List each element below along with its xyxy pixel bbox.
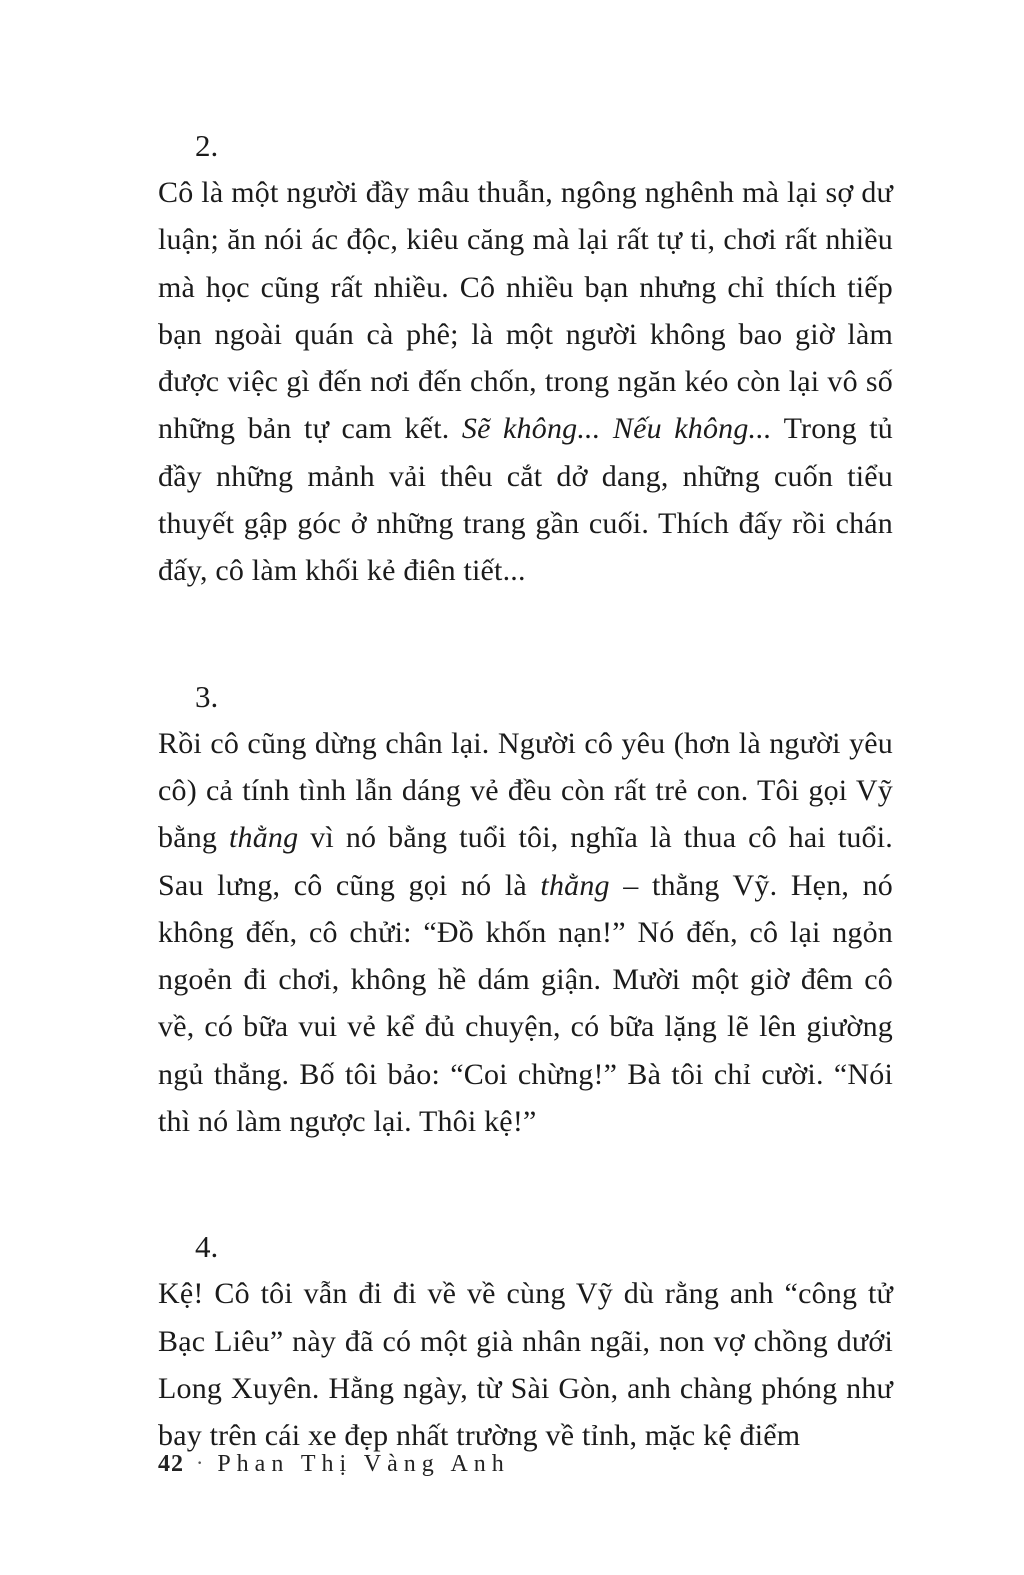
footer-separator-dot: · [196,1450,204,1475]
page-number: 42 [158,1451,184,1477]
text-segment: vì nó bằng tuổi tôi, nghĩa là thua cô hai tuổi. Sau lưng, cô cũng gọi nó là [158,821,893,902]
text-segment: Kệ! Cô tôi vẫn đi đi về về cùng Vỹ dù rằng anh “công tử Bạc Liêu” này đã có một già nhân ngãi, non vợ chồng dưới Long Xuyên. Hằng ngày, từ Sài Gòn, anh chàng phóng như bay trên cái xe đẹp nhất trường về tỉnh, mặc kệ điểm [158,1277,893,1453]
text-segment: – thằng Vỹ. Hẹn, nó không đến, cô chửi: “Đồ khốn nạn!” Nó đến, cô lại ngỏn ngoẻn đi chơi, không hề dám giận. Mười một giờ đêm cô về, có bữa vui vẻ kể đủ chuyện, có bữa lặng lẽ lên giường ngủ thẳng. Bố tôi bảo: “Coi chừng!” Bà tôi chỉ cười. “Nói thì nó làm ngược lại. Thôi kệ!” [158,868,893,1139]
text-segment-italic: thằng [229,821,299,855]
section-4 [158,1223,893,1459]
text-segment-italic: Sẽ không... Nếu không... [461,412,772,446]
text-segment: Trong tủ đầy những mảnh vải thêu cắt dở dang, những cuốn tiểu thuyết gập góc ở những trang gần cuối. Thích đấy rồi chán đấy, cô làm khối kẻ điên tiết... [158,412,894,588]
page-footer [158,1448,510,1479]
section-3-number: 3. [195,678,219,714]
text-segment: Rồi cô cũng dừng chân lại. Người cô yêu (hơn là người yêu cô) cả tính tình lẫn dáng vẻ đều còn rất trẻ con. Tôi gọi Vỹ bằng [158,726,893,855]
section-3-paragraph [158,720,893,1146]
text-segment-italic: thằng [540,868,610,902]
section-4-paragraph [158,1270,893,1459]
section-3 [158,673,893,1146]
section-2-number: 2. [195,128,219,163]
section-2 [158,122,893,595]
author-name: Phan Thị Vàng Anh [217,1451,510,1477]
section-2-paragraph [158,169,893,595]
section-4-number: 4. [195,1229,219,1265]
text-segment: Cô là một người đầy mâu thuẫn, ngông nghênh mà lại sợ dư luận; ăn nói ác độc, kiêu căng mà lại rất tự ti, chơi rất nhiều mà học cũng rất nhiều. Cô nhiều bạn nhưng chỉ thích tiếp bạn ngoài quán cà phê; là một người không bao giờ làm được việc gì đến nơi đến chốn, trong ngăn kéo còn lại vô số những bản tự cam kết. [158,176,893,446]
